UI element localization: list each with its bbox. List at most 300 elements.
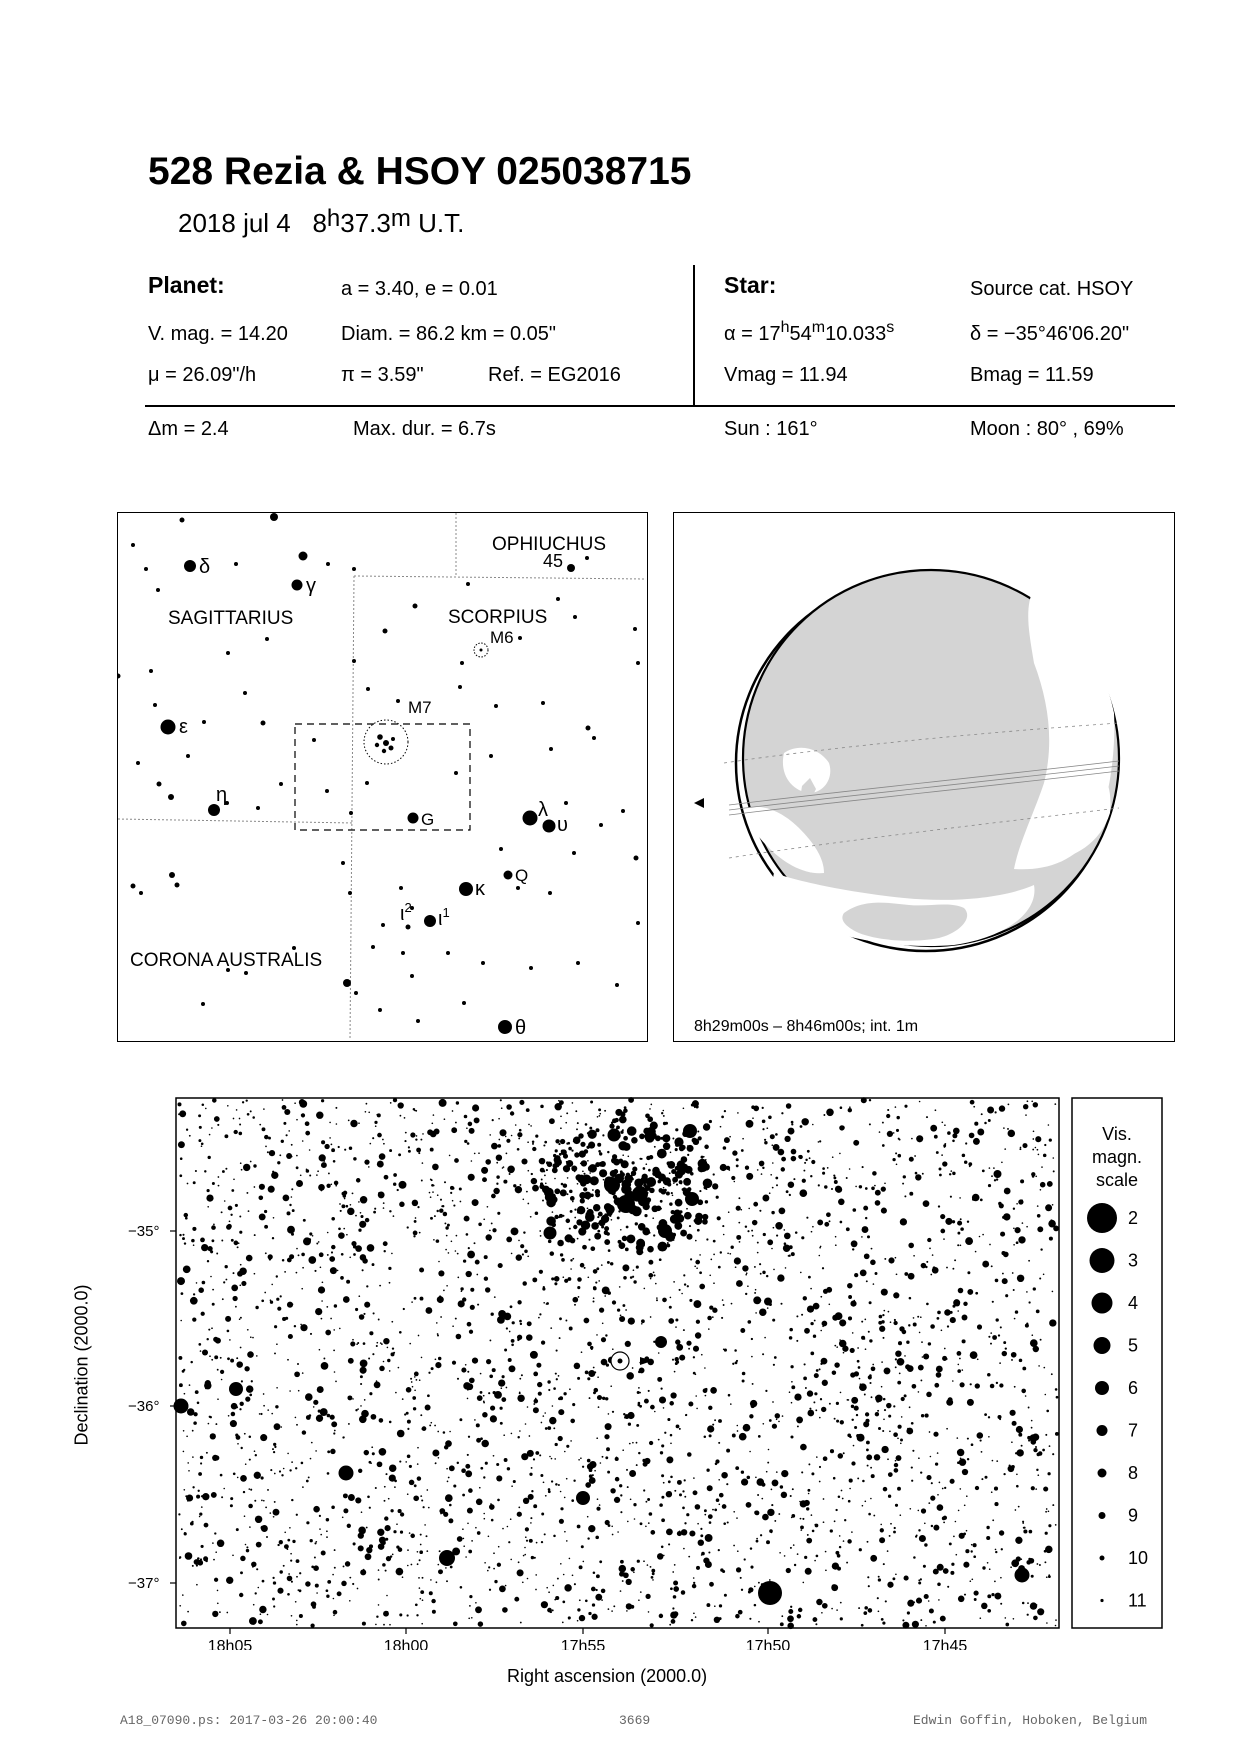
field-star <box>385 1570 387 1572</box>
field-star <box>918 1391 920 1393</box>
time-range-caption: 8h29m00s – 8h46m00s; int. 1m <box>694 1018 919 1035</box>
field-star <box>745 1166 749 1170</box>
field-star <box>676 1360 679 1363</box>
field-star <box>372 1263 375 1266</box>
field-star <box>531 1556 534 1559</box>
field-star <box>819 1140 821 1142</box>
field-star <box>918 1365 924 1371</box>
field-star <box>632 1276 634 1278</box>
field-star <box>387 1359 390 1362</box>
field-star <box>196 1584 198 1586</box>
field-star <box>626 1372 634 1380</box>
field-star <box>904 1355 906 1357</box>
field-star <box>789 1391 791 1393</box>
field-star <box>767 1239 773 1245</box>
field-star <box>187 1462 189 1464</box>
field-star <box>851 1405 854 1408</box>
field-star <box>373 1312 375 1314</box>
field-star <box>810 1352 814 1356</box>
cluster-star <box>658 1188 663 1193</box>
field-star <box>399 1331 402 1334</box>
field-star <box>679 1210 682 1213</box>
field-star <box>535 1211 539 1215</box>
field-star <box>570 1419 575 1424</box>
field-star <box>918 1510 920 1512</box>
field-star <box>319 1515 321 1517</box>
field-star <box>638 1387 640 1389</box>
legend-magnitude: 5 <box>1128 1335 1139 1356</box>
field-star <box>675 1326 677 1328</box>
field-star <box>641 1323 643 1325</box>
field-star <box>183 1451 185 1453</box>
field-star <box>522 1281 526 1285</box>
field-star <box>705 1534 713 1542</box>
field-star <box>875 1412 879 1416</box>
cluster-star <box>626 1234 635 1243</box>
field-star <box>330 1449 335 1454</box>
field-star <box>527 1141 529 1143</box>
field-star <box>289 1204 291 1206</box>
cluster-star <box>684 1212 692 1220</box>
field-star <box>400 1512 404 1516</box>
field-star <box>620 1511 622 1513</box>
field-star <box>857 1477 859 1479</box>
field-star <box>241 1169 243 1171</box>
field-star <box>295 1417 297 1419</box>
field-star <box>392 1554 394 1556</box>
field-star <box>260 1613 262 1615</box>
field-star <box>247 1329 249 1331</box>
field-star <box>797 1553 799 1555</box>
field-star <box>418 1577 420 1579</box>
field-star <box>871 1366 876 1371</box>
field-star <box>650 1405 655 1410</box>
field-star <box>420 1414 422 1416</box>
field-star <box>191 1239 195 1243</box>
chart-area-box <box>295 724 470 830</box>
field-star <box>469 1605 471 1607</box>
field-star <box>598 1108 601 1111</box>
field-star <box>527 1255 529 1257</box>
cluster-star <box>682 1159 685 1162</box>
field-star <box>819 1255 821 1257</box>
cluster-star <box>570 1210 573 1213</box>
field-star <box>543 1163 545 1165</box>
field-star <box>1040 1182 1046 1188</box>
field-star <box>966 1530 968 1532</box>
field-star <box>823 1114 825 1116</box>
field-star <box>299 1572 301 1574</box>
field-star <box>252 1337 254 1339</box>
field-star <box>869 1099 871 1101</box>
field-star <box>737 1425 739 1427</box>
field-star <box>829 1220 831 1222</box>
field-star <box>883 1310 885 1312</box>
field-star <box>1037 1226 1043 1232</box>
field-star <box>866 1449 869 1452</box>
field-star <box>673 1611 679 1617</box>
field-star <box>302 1486 304 1488</box>
field-star <box>1049 1237 1053 1241</box>
field-star <box>997 1415 1001 1419</box>
field-star <box>898 1154 902 1158</box>
field-star <box>708 1406 712 1410</box>
field-star <box>530 1125 532 1127</box>
field-star <box>933 1621 936 1624</box>
field-star <box>815 1623 817 1625</box>
field-star <box>721 1317 723 1319</box>
field-star <box>488 1566 490 1568</box>
field-star <box>539 1454 541 1456</box>
field-star <box>707 1316 712 1321</box>
field-star <box>599 1115 601 1117</box>
field-star <box>282 1317 286 1321</box>
field-star <box>786 1190 789 1193</box>
field-star <box>643 1560 645 1562</box>
field-star <box>559 1337 561 1339</box>
field-star <box>736 1206 741 1211</box>
field-star <box>467 1508 473 1514</box>
field-star <box>900 1443 902 1445</box>
field-star <box>517 1132 522 1137</box>
field-star <box>465 1556 467 1558</box>
field-star <box>705 1388 708 1391</box>
field-star <box>207 1260 209 1262</box>
field-star <box>742 1372 746 1376</box>
field-star <box>553 1535 556 1538</box>
field-star <box>904 1576 909 1581</box>
field-star <box>601 1599 603 1601</box>
field-star <box>589 1172 591 1174</box>
field-star <box>350 1120 357 1127</box>
field-star <box>491 1194 496 1199</box>
field-star <box>640 1591 642 1593</box>
field-star <box>229 1220 231 1222</box>
field-star <box>532 1141 535 1144</box>
field-star <box>189 1135 191 1137</box>
field-star <box>892 1577 895 1580</box>
field-star <box>192 1565 194 1567</box>
field-star <box>1037 1214 1041 1218</box>
field-star <box>766 1275 768 1277</box>
field-star <box>568 1616 571 1619</box>
field-star <box>302 1267 304 1269</box>
field-star <box>709 1521 712 1524</box>
field-star <box>263 1108 265 1110</box>
field-star <box>260 1413 262 1415</box>
field-star <box>872 1171 877 1176</box>
field-star <box>489 1504 495 1510</box>
field-star <box>760 1273 762 1275</box>
field-star <box>732 1363 734 1365</box>
field-star <box>983 1604 986 1607</box>
field-star <box>277 1307 281 1311</box>
field-star <box>448 1477 450 1479</box>
field-star <box>780 1622 784 1626</box>
cluster-star <box>663 1143 671 1151</box>
earth-map-svg <box>674 513 1173 1040</box>
field-star <box>784 1233 791 1240</box>
field-star <box>887 1458 889 1460</box>
field-star <box>221 1240 223 1242</box>
cluster-star <box>636 1248 643 1255</box>
field-star <box>572 1574 574 1576</box>
field-star <box>878 1610 880 1612</box>
field-star <box>673 1595 677 1599</box>
field-star <box>591 1614 597 1620</box>
field-star <box>587 1276 589 1278</box>
field-star <box>430 1422 432 1424</box>
field-star <box>854 1426 857 1429</box>
field-star <box>879 1131 881 1133</box>
cluster-star <box>560 1189 567 1196</box>
field-star <box>853 1300 855 1302</box>
planet-reference: Ref. = EG2016 <box>488 364 621 386</box>
field-star <box>237 1246 239 1248</box>
field-star <box>499 1586 506 1593</box>
field-star <box>954 1259 956 1261</box>
field-star <box>911 1480 913 1482</box>
field-star <box>196 1564 198 1566</box>
field-star <box>339 1328 341 1330</box>
field-star <box>944 1124 946 1126</box>
field-star <box>320 1266 322 1268</box>
field-star <box>360 1360 368 1368</box>
field-star <box>312 1235 314 1237</box>
field-star <box>1045 1394 1047 1396</box>
field-star <box>814 1373 819 1378</box>
field-star <box>511 1485 513 1487</box>
field-star <box>491 1143 498 1150</box>
field-star <box>1016 1203 1018 1205</box>
field-star <box>1008 1104 1010 1106</box>
field-star <box>508 1358 512 1362</box>
field-star <box>461 1468 466 1473</box>
field-star <box>506 1327 508 1329</box>
cluster-star <box>604 1231 609 1236</box>
field-star <box>246 1255 253 1262</box>
field-star <box>296 1624 298 1626</box>
field-star <box>444 1222 446 1224</box>
field-star <box>793 1544 795 1546</box>
cluster-star <box>566 1160 573 1167</box>
cluster-star <box>664 1189 667 1192</box>
field-star <box>834 1520 836 1522</box>
field-star <box>854 1406 859 1411</box>
field-star <box>895 1152 897 1154</box>
field-star <box>245 1544 247 1546</box>
field-star <box>840 1221 843 1224</box>
field-star <box>349 1600 351 1602</box>
field-star <box>474 1419 476 1421</box>
field-star <box>731 1246 734 1249</box>
field-star <box>366 1285 368 1287</box>
field-star <box>349 1577 351 1579</box>
field-star <box>765 1390 767 1392</box>
field-star <box>979 1236 981 1238</box>
field-star <box>602 1456 604 1458</box>
field-star <box>599 1307 604 1312</box>
field-star <box>908 1324 910 1326</box>
field-star <box>584 1267 586 1269</box>
field-star <box>851 1419 853 1421</box>
label-theta: θ <box>515 1017 527 1039</box>
field-star <box>758 1582 760 1584</box>
field-star <box>992 1335 997 1340</box>
field-star <box>528 1124 530 1126</box>
field-star <box>436 1239 440 1243</box>
field-star <box>449 1431 451 1433</box>
field-star <box>254 1234 256 1236</box>
field-star <box>825 1569 827 1571</box>
field-star <box>437 1431 439 1433</box>
field-star <box>492 1368 496 1372</box>
field-star <box>212 1455 218 1461</box>
field-star <box>710 1387 717 1394</box>
field-star <box>808 1463 810 1465</box>
field-star <box>555 1483 558 1486</box>
field-star <box>491 1519 494 1522</box>
field-star <box>636 1266 639 1269</box>
field-star <box>1048 1575 1051 1578</box>
field-star <box>840 1617 843 1620</box>
field-star <box>398 1509 402 1513</box>
field-star <box>623 1276 627 1280</box>
field-star <box>407 1493 409 1495</box>
field-star <box>477 1531 481 1535</box>
field-star <box>881 1361 883 1363</box>
field-star <box>898 1138 900 1140</box>
field-star <box>468 1617 470 1619</box>
field-star <box>572 1258 574 1260</box>
field-star <box>331 1245 335 1249</box>
field-star <box>870 1555 877 1562</box>
field-star <box>457 1378 459 1380</box>
field-star <box>927 1238 931 1242</box>
field-star <box>790 1547 792 1549</box>
field-star <box>214 1116 220 1122</box>
field-star <box>511 1343 514 1346</box>
field-star <box>259 1413 261 1415</box>
field-star <box>575 1110 577 1112</box>
field-star <box>971 1443 974 1446</box>
field-star <box>211 1239 214 1242</box>
field-star <box>688 1348 690 1350</box>
field-star <box>970 1100 975 1105</box>
field-star <box>287 1211 291 1215</box>
field-star <box>259 1196 264 1201</box>
field-star <box>620 1131 623 1134</box>
cluster-star <box>609 1123 614 1128</box>
cluster-star <box>573 1225 577 1229</box>
field-star <box>1031 1486 1035 1490</box>
field-star <box>230 1504 233 1507</box>
field-star <box>205 1108 207 1110</box>
field-star <box>751 1404 755 1408</box>
field-star <box>433 1239 435 1241</box>
field-star <box>391 1352 395 1356</box>
field-star <box>281 1474 283 1476</box>
field-star <box>355 1497 361 1503</box>
field-star <box>965 1237 973 1245</box>
field-star <box>204 1523 209 1528</box>
field-star <box>926 1303 929 1306</box>
field-star <box>266 1536 268 1538</box>
field-star <box>250 1489 252 1491</box>
field-star <box>577 1286 580 1289</box>
field-star <box>331 1148 335 1152</box>
field-star <box>436 1322 438 1324</box>
field-star <box>569 1388 571 1390</box>
cluster-star <box>601 1215 609 1223</box>
legend-magnitude: 7 <box>1128 1420 1139 1441</box>
field-star <box>869 1339 872 1342</box>
field-star <box>700 1528 702 1530</box>
field-star <box>679 1355 685 1361</box>
field-star <box>991 1593 994 1596</box>
field-star <box>834 1180 838 1184</box>
field-star <box>368 1166 370 1168</box>
field-star <box>1005 1617 1007 1619</box>
field-star <box>896 1455 902 1461</box>
field-star <box>461 1290 463 1292</box>
field-star <box>316 1111 323 1118</box>
field-star <box>258 1587 260 1589</box>
field-star <box>510 1559 512 1561</box>
field-star <box>276 1275 278 1277</box>
field-star <box>990 1343 992 1345</box>
field-star <box>315 1450 317 1452</box>
field-star <box>607 1261 610 1264</box>
field-star <box>227 1330 230 1333</box>
field-star <box>823 1456 828 1461</box>
field-star <box>201 1506 203 1508</box>
field-star <box>336 1123 338 1125</box>
field-star <box>963 1302 967 1306</box>
field-star <box>883 1487 888 1492</box>
field-star <box>300 1175 302 1177</box>
sun-elongation: Sun : 161° <box>724 418 818 440</box>
field-star <box>300 1324 302 1326</box>
field-star <box>946 1428 948 1430</box>
cluster-star <box>687 1154 689 1156</box>
field-star <box>247 1113 250 1116</box>
field-star <box>1052 1504 1054 1506</box>
field-star <box>320 1408 328 1416</box>
field-star <box>466 1383 473 1390</box>
field-star <box>404 1140 406 1142</box>
cluster-star <box>597 1143 601 1147</box>
field-star <box>520 1244 524 1248</box>
legend-dot <box>1090 1248 1115 1273</box>
field-star <box>466 1233 469 1236</box>
field-star <box>541 1541 543 1543</box>
cluster-star <box>679 1146 685 1152</box>
field-star <box>425 1405 431 1411</box>
field-star <box>636 1442 638 1444</box>
field-star <box>672 1138 674 1140</box>
field-star <box>517 1436 519 1438</box>
field-star <box>933 1525 939 1531</box>
field-star <box>558 1436 563 1441</box>
field-star <box>496 1463 499 1466</box>
field-star <box>902 1183 904 1185</box>
field-star <box>538 1317 540 1319</box>
field-star <box>468 1436 470 1438</box>
field-star <box>330 1415 335 1420</box>
field-star <box>868 1608 873 1613</box>
field-star <box>535 1574 537 1576</box>
